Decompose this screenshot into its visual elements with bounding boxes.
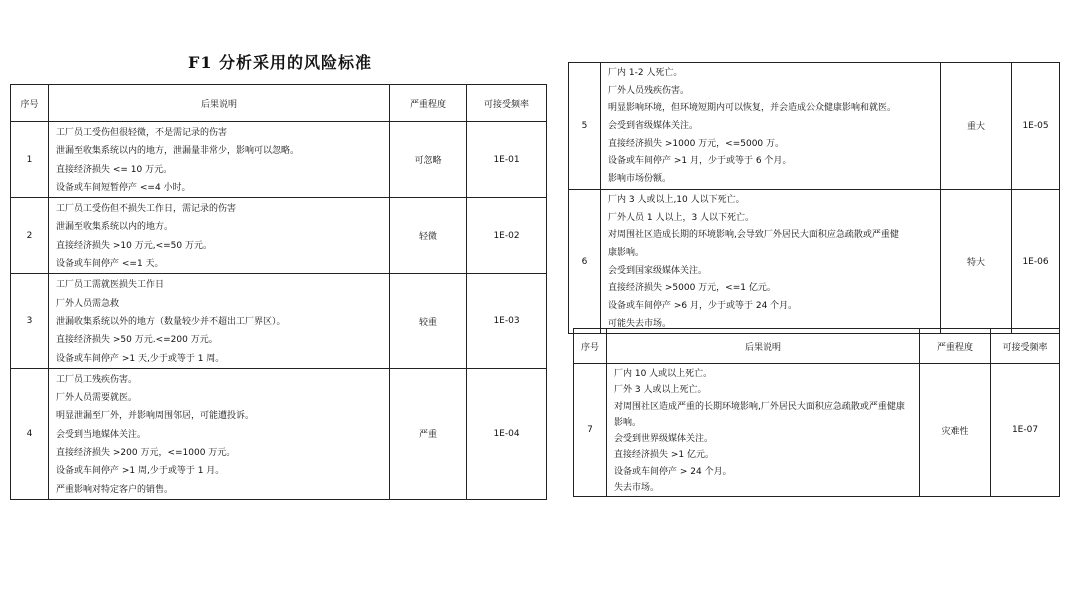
consequence-line: 明显泄漏至厂外，并影响周围邻居，可能遭投诉。: [56, 411, 255, 422]
acceptable-frequency: 1E-01: [467, 122, 547, 198]
consequence-line: 厂内 1-2 人死亡。: [608, 68, 683, 78]
row-number: 4: [11, 368, 49, 499]
acceptable-frequency: 1E-02: [467, 198, 547, 274]
consequence-line: 会受到省级媒体关注。: [608, 121, 699, 132]
consequence-line: 设备或车间停产 <=1 天。: [56, 259, 164, 270]
severity-level: 可忽略: [390, 122, 467, 198]
consequence-line: 泄漏至收集系统以内的地方。: [56, 222, 174, 233]
table-header-row: [574, 329, 1060, 364]
consequence-description: [49, 122, 390, 198]
consequence-line: 可能失去市场。: [608, 318, 672, 329]
acceptable-frequency: 1E-06: [1012, 189, 1060, 334]
consequence-line: 会受到国家级媒体关注。: [608, 265, 708, 276]
consequence-line: 设备或车间停产 >6 月，少于或等于 24 个月。: [608, 300, 798, 311]
consequence-line: 对周围社区造成长期的环境影响,会导致厂外居民大面积应急疏散或严重健: [608, 230, 899, 241]
consequence-line: 直接经济损失 >5000 万元，<=1 亿元。: [608, 283, 776, 294]
consequence-line: 设备或车间停产 >1 周,少于或等于 1 月。: [56, 466, 225, 477]
severity-level: 灾难性: [920, 364, 991, 497]
consequence-line: 工厂员工受伤但不损失工作日，需记录的伤害: [56, 204, 237, 215]
consequence-line: 康影响。: [608, 247, 645, 258]
consequence-line: 直接经济损失 >10 万元,<=50 万元。: [56, 240, 212, 251]
header-severity: 严重程度: [390, 85, 467, 122]
consequence-line: 厂外人员残疾伤害。: [608, 85, 690, 96]
severity-level: 较重: [390, 274, 467, 368]
consequence-description: [601, 63, 941, 190]
consequence-line: 工厂员工需就医损失工作日: [56, 280, 165, 291]
consequence-line: 设备或车间停产 > 24 个月。: [614, 466, 732, 477]
consequence-line: 厂内 10 人或以上死亡。: [614, 369, 713, 379]
consequence-line: 设备或车间停产 >1 月，少于或等于 6 个月。: [608, 156, 792, 167]
consequence-line: 工厂员工受伤但很轻微，不是需记录的伤害: [56, 128, 228, 138]
header-frequency: 可接受频率: [467, 85, 547, 122]
consequence-line: 工厂员工残疾伤害。: [56, 374, 138, 385]
consequence-line: 影响。: [614, 417, 642, 428]
table-row: [11, 368, 547, 499]
header-consequence: 后果说明: [607, 329, 920, 364]
table-header-row: [11, 85, 547, 122]
row-number: 2: [11, 198, 49, 274]
row-number: 3: [11, 274, 49, 368]
consequence-line: 直接经济损失 >50 万元.<=200 万元。: [56, 335, 218, 346]
severity-level: 重大: [941, 63, 1012, 190]
acceptable-frequency: 1E-04: [467, 368, 547, 499]
acceptable-frequency: 1E-05: [1012, 63, 1060, 190]
row-number: 6: [569, 189, 601, 334]
table-row: [569, 189, 1060, 334]
left-table-body: [11, 122, 547, 500]
consequence-line: 失去市场。: [614, 483, 660, 494]
row-number: 5: [569, 63, 601, 190]
consequence-line: 设备或车间停产 >1 天,少于或等于 1 周。: [56, 353, 225, 364]
header-severity: 严重程度: [920, 329, 991, 364]
risk-table-left: [10, 84, 547, 500]
consequence-line: 直接经济损失 <= 10 万元。: [56, 164, 173, 175]
risk-table-right-top: [568, 62, 1060, 334]
consequence-line: 厂外人员需要就医。: [56, 393, 138, 404]
consequence-description: [49, 274, 390, 368]
right-top-table-body: [569, 63, 1060, 334]
right-bottom-table-body: [574, 364, 1060, 497]
consequence-line: 泄漏收集系统以外的地方（数量较少并不超出工厂界区）。: [56, 316, 286, 327]
header-frequency: 可接受频率: [991, 329, 1060, 364]
consequence-description: [49, 198, 390, 274]
table-row: [574, 364, 1060, 497]
consequence-description: [49, 368, 390, 499]
consequence-line: 严重影响对特定客户的销售。: [56, 484, 174, 495]
consequence-line: 对周围社区造成严重的长期环境影响,厂外居民大面积应急疏散或严重健康: [614, 401, 905, 412]
severity-level: 严重: [390, 368, 467, 499]
table-row: [569, 63, 1060, 190]
consequence-description: [601, 189, 941, 334]
consequence-line: 明显影响环境，但环境短期内可以恢复，并会造成公众健康影响和就医。: [608, 103, 897, 114]
consequence-line: 直接经济损失 >1 亿元。: [614, 450, 714, 461]
consequence-line: 直接经济损失 >1000 万元，<=5000 万。: [608, 138, 785, 149]
consequence-line: 影响市场份额。: [608, 174, 672, 185]
consequence-line: 厂内 3 人或以上,10 人以下死亡。: [608, 194, 745, 205]
consequence-line: 设备或车间短暂停产 <=4 小时。: [56, 182, 191, 193]
consequence-description: [607, 364, 920, 497]
severity-level: 轻微: [390, 198, 467, 274]
page-title: F1 分析采用的风险标准: [187, 53, 373, 72]
consequence-line: 会受到世界级媒体关注。: [614, 434, 714, 445]
table-row: [11, 122, 547, 198]
consequence-line: 泄漏至收集系统以内的地方，泄漏量非常少，影响可以忽略。: [56, 146, 300, 157]
header-number: 序号: [11, 85, 49, 122]
table-row: [11, 198, 547, 274]
header-number: 序号: [574, 329, 607, 364]
severity-level: 特大: [941, 189, 1012, 334]
risk-table-right-bottom: [573, 328, 1060, 497]
row-number: 1: [11, 122, 49, 198]
right-top-table-clip: [560, 62, 1080, 329]
acceptable-frequency: 1E-07: [991, 364, 1060, 497]
acceptable-frequency: 1E-03: [467, 274, 547, 368]
header-consequence: 后果说明: [49, 85, 390, 122]
consequence-line: 会受到当地媒体关注。: [56, 429, 147, 440]
row-number: 7: [574, 364, 607, 497]
left-table-clip: [0, 0, 560, 493]
consequence-line: 直接经济损失 >200 万元，<=1000 万元。: [56, 448, 236, 459]
table-row: [11, 274, 547, 368]
consequence-line: 厂外 3 人或以上死亡。: [614, 385, 707, 396]
consequence-line: 厂外人员 1 人以上，3 人以下死亡。: [608, 212, 755, 223]
consequence-line: 厂外人员需急救: [56, 298, 120, 309]
